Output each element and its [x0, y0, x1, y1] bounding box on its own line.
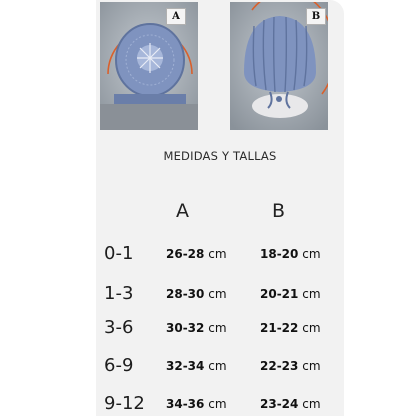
table-row [96, 354, 344, 378]
measure-b: 22-23 cm [260, 359, 321, 373]
age-range: 1-3 [104, 283, 134, 304]
measure-b: 20-21 cm [260, 287, 321, 301]
age-range: 3-6 [104, 317, 134, 338]
measure-a: 26-28 cm [166, 247, 227, 261]
measure-b: 21-22 cm [260, 321, 321, 335]
age-range: 9-12 [104, 393, 145, 414]
table-row [96, 282, 344, 306]
age-range: 6-9 [104, 355, 134, 376]
measure-a: 34-36 cm [166, 397, 227, 411]
chart-title: MEDIDAS Y TALLAS [163, 149, 277, 163]
table-row [96, 392, 344, 416]
table-row [96, 242, 344, 266]
age-range: 0-1 [104, 243, 134, 264]
photo-hat-b [230, 2, 328, 130]
column-header-a: A [176, 200, 189, 222]
photo-label-b: B [306, 8, 326, 25]
measure-a: 30-32 cm [166, 321, 227, 335]
table-row [96, 316, 344, 340]
column-header-b: B [272, 200, 286, 222]
measure-a: 28-30 cm [166, 287, 227, 301]
size-chart-card [96, 0, 344, 416]
photo-hat-a [100, 2, 198, 130]
measure-a: 32-34 cm [166, 359, 227, 373]
measure-b: 18-20 cm [260, 247, 321, 261]
photo-label-a: A [166, 8, 186, 25]
measure-b: 23-24 cm [260, 397, 321, 411]
